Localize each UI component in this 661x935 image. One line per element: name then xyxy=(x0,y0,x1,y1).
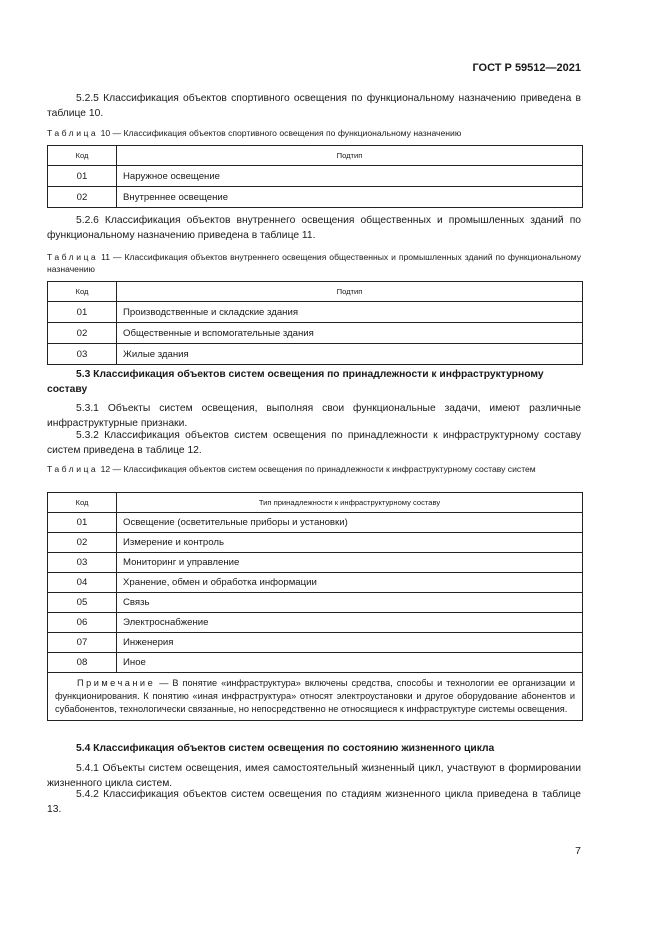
cell-name: Освещение (осветительные приборы и установки) xyxy=(117,513,583,533)
table-note xyxy=(48,673,583,721)
cell-code: 06 xyxy=(48,613,117,633)
table-row xyxy=(48,187,583,208)
table-row xyxy=(48,593,583,613)
table-row xyxy=(48,613,583,633)
column-header-code: Код xyxy=(48,493,117,513)
paragraph-5-2-5: 5.2.5 Классификация объектов спортивного освещения по функциональному назначению приведена в таблице 10. xyxy=(47,93,581,119)
cell-code: 03 xyxy=(48,344,117,365)
paragraph-5-3-1: 5.3.1 Объекты систем освещения, выполняя свои функциональные задачи, имеют различные инфраструктурные признаки. xyxy=(47,403,581,429)
cell-code: 01 xyxy=(48,166,117,187)
cell-name: Связь xyxy=(117,593,583,613)
cell-name: Общественные и вспомогательные здания xyxy=(117,323,583,344)
cell-code: 03 xyxy=(48,553,117,573)
column-header-infra-type: Тип принадлежности к инфраструктурному составу xyxy=(117,493,583,513)
caption-label: Таблица xyxy=(47,464,99,474)
caption-text: 11 — Классификация объектов внутреннего освещения общественных и промышленных зданий по функциональному назначению xyxy=(47,252,581,274)
table-11 xyxy=(47,281,583,365)
table-row xyxy=(48,323,583,344)
cell-name: Иное xyxy=(117,653,583,673)
table-row xyxy=(48,533,583,553)
cell-name: Инженерия xyxy=(117,633,583,653)
cell-name: Измерение и контроль xyxy=(117,533,583,553)
section-5-3-heading: 5.3 Классификация объектов систем освещения по принадлежности к инфраструктурному составу xyxy=(47,369,544,395)
table-row xyxy=(48,553,583,573)
table-row xyxy=(48,633,583,653)
cell-name: Наружное освещение xyxy=(117,166,583,187)
note-text: — В понятие «инфраструктура» включены средства, способы и технологии ее организации и функционирования. К понятию «иная инфраструктура» относят электроустановки и другое оборудование абонентов и субабонентов, технологически связанные, но непосредственно не относящиеся к инфраструктуре системы освещения. xyxy=(55,678,575,714)
cell-name: Электроснабжение xyxy=(117,613,583,633)
table-row xyxy=(48,573,583,593)
column-header-subtype: Подтип xyxy=(117,146,583,166)
cell-code: 08 xyxy=(48,653,117,673)
cell-name: Мониторинг и управление xyxy=(117,553,583,573)
section-5-4-heading: 5.4 Классификация объектов систем освещения по состоянию жизненного цикла xyxy=(76,743,495,754)
column-header-code: Код xyxy=(48,146,117,166)
caption-label: Таблица xyxy=(47,252,99,262)
cell-name: Внутреннее освещение xyxy=(117,187,583,208)
table-10 xyxy=(47,145,583,208)
cell-code: 02 xyxy=(48,187,117,208)
cell-code: 04 xyxy=(48,573,117,593)
cell-code: 02 xyxy=(48,533,117,553)
cell-code: 01 xyxy=(48,302,117,323)
table-row xyxy=(48,302,583,323)
table-row xyxy=(48,166,583,187)
note-label: Примечание xyxy=(77,678,156,688)
cell-name: Жилые здания xyxy=(117,344,583,365)
cell-code: 02 xyxy=(48,323,117,344)
caption-text: 12 — Классификация объектов систем освещения по принадлежности к инфраструктурному составу систем xyxy=(98,464,536,474)
cell-name: Производственные и складские здания xyxy=(117,302,583,323)
column-header-code: Код xyxy=(48,282,117,302)
table-row xyxy=(48,513,583,533)
paragraph-5-4-1: 5.4.1 Объекты систем освещения, имея самостоятельный жизненный цикл, участвуют в формировании жизненного цикла систем. xyxy=(47,763,581,789)
table-header-row xyxy=(48,282,583,302)
caption-text: 10 — Классификация объектов спортивного освещения по функциональному назначению xyxy=(98,128,462,138)
table-header-row xyxy=(48,493,583,513)
table-12 xyxy=(47,492,583,721)
table-header-row xyxy=(48,146,583,166)
table-note-row xyxy=(48,673,583,721)
column-header-subtype: Подтип xyxy=(117,282,583,302)
caption-label: Таблица xyxy=(47,128,99,138)
table-10-caption xyxy=(47,127,581,139)
cell-code: 05 xyxy=(48,593,117,613)
paragraph-5-4-2: 5.4.2 Классификация объектов систем освещения по стадиям жизненного цикла приведена в таблице 13. xyxy=(47,789,581,815)
cell-name: Хранение, обмен и обработка информации xyxy=(117,573,583,593)
standard-designation: ГОСТ Р 59512—2021 xyxy=(472,62,581,74)
paragraph-5-2-6: 5.2.6 Классификация объектов внутреннего освещения общественных и промышленных зданий по функциональному назначению приведена в таблице 11. xyxy=(47,215,581,241)
table-row xyxy=(48,344,583,365)
table-row xyxy=(48,653,583,673)
cell-code: 07 xyxy=(48,633,117,653)
paragraph-5-3-2: 5.3.2 Классификация объектов систем освещения по принадлежности к инфраструктурному составу систем приведена в таблице 12. xyxy=(47,430,581,456)
page-number: 7 xyxy=(575,845,581,857)
table-12-caption xyxy=(47,463,581,475)
cell-code: 01 xyxy=(48,513,117,533)
table-11-caption xyxy=(47,251,581,275)
